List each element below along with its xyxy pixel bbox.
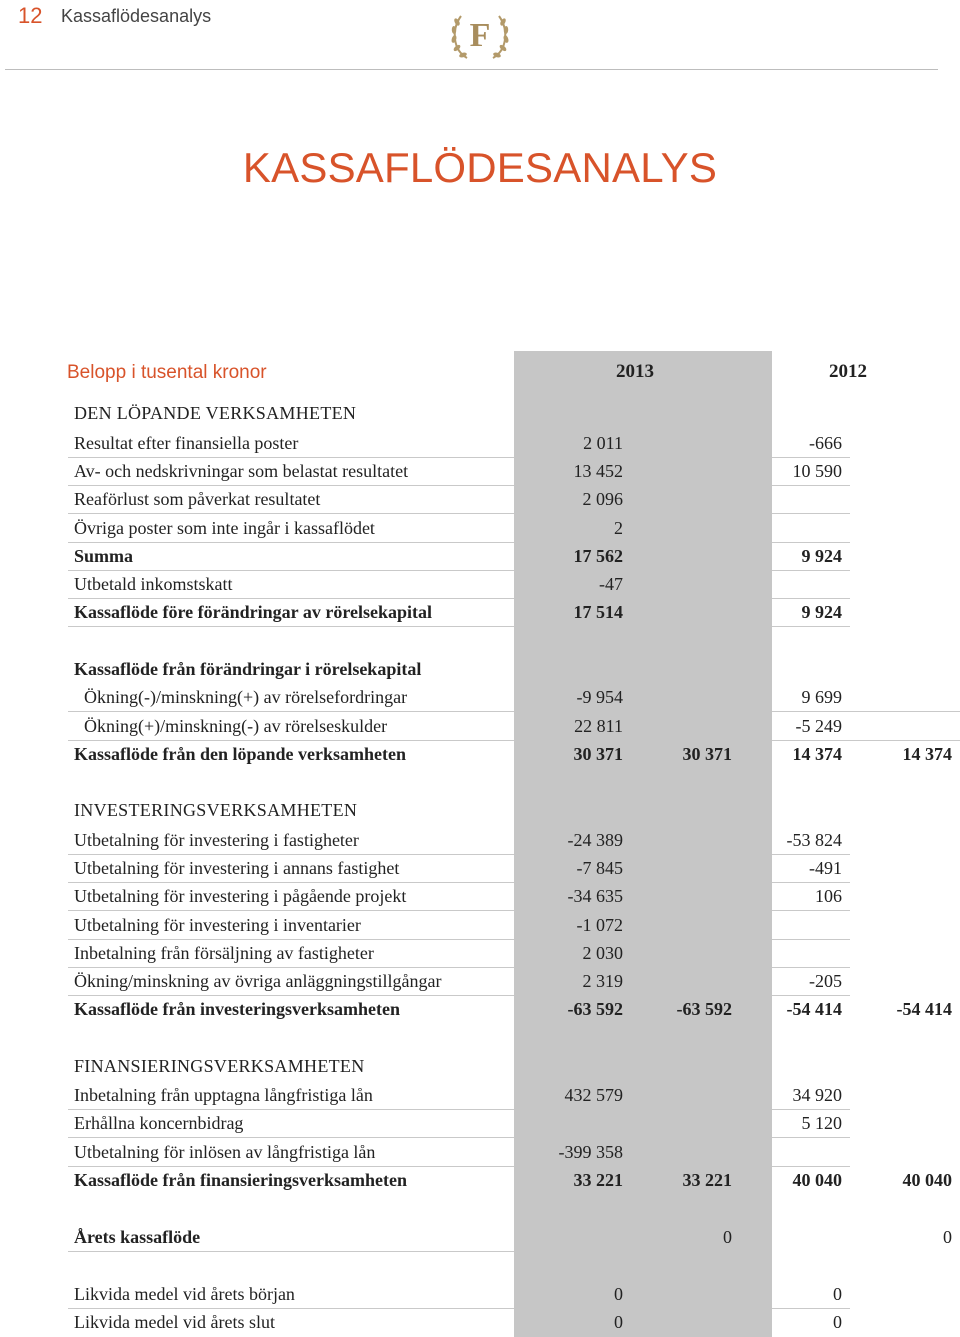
row-divider (68, 1137, 514, 1138)
value-2013: -7 845 (576, 858, 623, 878)
row-label: Utbetalning för inlösen av långfristiga lån (74, 1142, 376, 1162)
section-heading-operating: DEN LÖPANDE VERKSAMHETEN (74, 403, 357, 423)
row-label: Likvida medel vid årets början (74, 1284, 295, 1304)
row-label: Ökning/minskning av övriga anläggningstillgångar (74, 971, 442, 991)
value-2013: -63 592 (567, 999, 623, 1019)
total-2013: -63 592 (676, 999, 732, 1019)
table-row (0, 684, 960, 712)
table-row-subtotal (0, 599, 960, 627)
total-2013: 30 371 (682, 744, 732, 764)
value-2012: 0 (833, 1284, 842, 1304)
value-2012: -54 414 (786, 999, 842, 1019)
value-2013: -399 358 (558, 1142, 623, 1162)
row-label: Ökning(-)/minskning(+) av rörelsefordringar (84, 687, 408, 707)
page-number: 12 (18, 3, 43, 28)
value-2012: 9 924 (801, 602, 842, 622)
value-2013: 13 452 (573, 461, 623, 481)
total-2013: 33 221 (682, 1170, 732, 1190)
section-heading-financing: FINANSIERINGSVERKSAMHETEN (74, 1056, 365, 1076)
table-row-net-cashflow (0, 1224, 960, 1252)
table-row (0, 430, 960, 458)
value-2012: -205 (809, 971, 842, 991)
table-row (0, 912, 960, 940)
value-2013: -34 635 (567, 886, 623, 906)
value-2013: 22 811 (574, 716, 623, 736)
unit-label: Belopp i tusental kronor (67, 362, 267, 383)
row-label: Erhållna koncernbidrag (74, 1113, 244, 1133)
value-2013: 33 221 (573, 1170, 623, 1190)
row-label: Utbetalning för investering i fastigheter (74, 830, 359, 850)
table-row (0, 1281, 960, 1309)
value-2013: 0 (614, 1284, 623, 1304)
row-label: Inbetalning från upptagna långfristiga lån (74, 1085, 373, 1105)
row-label: Av- och nedskrivningar som belastat resultatet (74, 461, 409, 481)
row-divider (68, 626, 514, 627)
page-title: KASSAFLÖDESANALYS (242, 144, 718, 191)
value-2013: -9 954 (576, 687, 623, 707)
value-2012: 34 920 (792, 1085, 842, 1105)
year-2013-header: 2013 (616, 361, 654, 382)
value-2013: 2 030 (582, 943, 623, 963)
value-2012: -666 (809, 433, 842, 453)
value-2012: 9 699 (801, 687, 842, 707)
table-row (0, 486, 960, 514)
table-row (0, 1139, 960, 1167)
row-divider (68, 1251, 514, 1252)
total-2013: 0 (723, 1227, 732, 1247)
value-2013: 2 (614, 518, 623, 538)
row-label: Kassaflöde från förändringar i rörelsekapital (74, 659, 422, 679)
row-label: Likvida medel vid årets slut (74, 1312, 275, 1332)
row-label: Reaförlust som påverkat resultatet (74, 489, 321, 509)
table-row (0, 855, 960, 883)
row-label: Kassaflöde från investeringsverksamheten (74, 999, 400, 1019)
value-2013: -1 072 (576, 915, 623, 935)
table-row-total (0, 996, 960, 1024)
header-divider (5, 69, 938, 70)
table-row (0, 827, 960, 855)
value-2012: 0 (833, 1312, 842, 1332)
table-row (0, 1082, 960, 1110)
row-divider (772, 626, 850, 627)
row-label: Ökning(+)/minskning(-) av rörelseskulder (84, 716, 388, 736)
row-label: Utbetald inkomstskatt (74, 574, 233, 594)
total-2012: -54 414 (896, 999, 952, 1019)
row-label: Kassaflöde från finansieringsverksamheten (74, 1170, 407, 1190)
table-row (0, 713, 960, 741)
table-row-subtotal (0, 543, 960, 571)
table-row-subheading (0, 656, 960, 684)
table-row-total (0, 741, 960, 769)
value-2013: 2 011 (583, 433, 623, 453)
value-2012: -5 249 (795, 716, 842, 736)
value-2012: 106 (815, 886, 842, 906)
row-label: Kassaflöde före förändringar av rörelsekapital (74, 602, 432, 622)
section-heading-investing: INVESTERINGSVERKSAMHETEN (74, 800, 358, 820)
value-2013: 2 319 (582, 971, 623, 991)
row-label: Kassaflöde från den löpande verksamheten (74, 744, 407, 764)
value-2013: 0 (614, 1312, 623, 1332)
value-2012: -53 824 (786, 830, 842, 850)
row-label: Årets kassaflöde (74, 1227, 201, 1247)
value-2012: -491 (809, 858, 842, 878)
row-label: Utbetalning för investering i inventarier (74, 915, 361, 935)
table-row-total (0, 1167, 960, 1195)
row-divider (772, 1137, 850, 1138)
table-row (0, 1309, 960, 1337)
total-2012: 0 (943, 1227, 952, 1247)
value-2013: 2 096 (582, 489, 623, 509)
value-2012: 5 120 (801, 1113, 842, 1133)
row-divider (68, 711, 514, 712)
svg-text:F: F (469, 17, 491, 54)
value-2013: -24 389 (567, 830, 623, 850)
row-label: Resultat efter finansiella poster (74, 433, 299, 453)
row-divider (772, 711, 960, 712)
row-divider (772, 513, 850, 514)
value-2012: 14 374 (792, 744, 842, 764)
value-2012: 9 924 (801, 546, 842, 566)
value-2012: 40 040 (792, 1170, 842, 1190)
value-2013: 17 514 (573, 602, 623, 622)
value-2013: -47 (599, 574, 623, 594)
row-label: Inbetalning från försäljning av fastigheter (74, 943, 374, 963)
table-row (0, 968, 960, 996)
table-row (0, 940, 960, 968)
table-row (0, 571, 960, 599)
total-2012: 40 040 (902, 1170, 952, 1190)
table-row (0, 1110, 960, 1138)
row-divider (772, 910, 850, 911)
row-label: Summa (74, 546, 134, 566)
year-2012-header: 2012 (829, 361, 867, 382)
value-2013: 432 579 (564, 1085, 623, 1105)
row-label: Utbetalning för investering i annans fastighet (74, 858, 400, 878)
running-header: Kassaflödesanalys (61, 6, 212, 26)
table-row (0, 515, 960, 543)
table-row (0, 458, 960, 486)
value-2013: 30 371 (573, 744, 623, 764)
total-2012: 14 374 (902, 744, 952, 764)
row-divider (68, 910, 514, 911)
value-2012: 10 590 (792, 461, 842, 481)
value-2013: 17 562 (573, 546, 623, 566)
row-label: Utbetalning för investering i pågående projekt (74, 886, 407, 906)
table-row (0, 883, 960, 911)
row-divider (68, 513, 514, 514)
row-label: Övriga poster som inte ingår i kassaflödet (74, 518, 375, 538)
company-logo (447, 4, 513, 66)
